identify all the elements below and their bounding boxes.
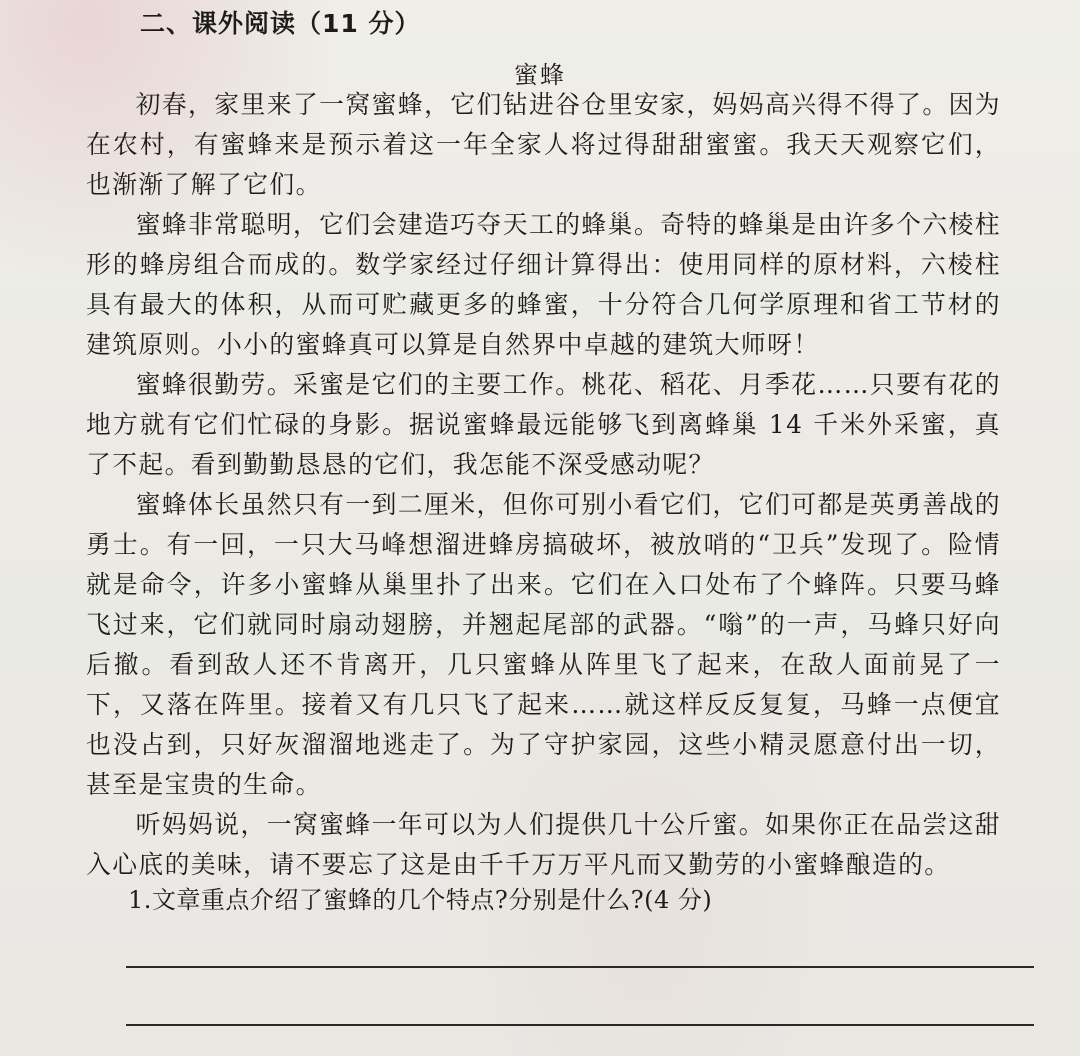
question-1: 1.文章重点介绍了蜜蜂的几个特点?分别是什么?(4 分) [128,886,713,914]
article-paragraph-4: 蜜蜂体长虽然只有一到二厘米，但你可别小看它们，它们可都是英勇善战的勇士。有一回，一只大马峰想溜进蜂房搞破坏，被放哨的“卫兵”发现了。险情就是命令，许多小蜜蜂从巢里扑了出来。它们在入口处布了个蜂阵。只要马蜂飞过来，它们就同时扇动翅膀，并翘起尾部的武器。“嗡”的一声，马蜂只好向后撤。看到敌人还不肯离开，几只蜜蜂从阵里飞了起来，在敌人面前晃了一下，又落在阵里。接着又有几只飞了起来……就这样反反复复，马蜂一点便宜也没占到，只好灰溜溜地逃走了。为了守护家园，这些小精灵愿意付出一切，甚至是宝贵的生命。 [86,490,1001,799]
article-paragraph-2: 蜜蜂非常聪明，它们会建造巧夺天工的蜂巢。奇特的蜂巢是由许多个六棱柱形的蜂房组合而成的。数学家经过仔细计算得出：使用同样的原材料，六棱柱具有最大的体积，从而可贮藏更多的蜂蜜，十分符合几何学原理和省工节材的建筑原则。小小的蜜蜂真可以算是自然界中卓越的建筑大师呀！ [86,210,1001,359]
answer-line-1[interactable] [126,966,1034,968]
article-body [86,85,1001,885]
section-title: 二、课外阅读（11 分） [140,9,421,38]
article-paragraph-1: 初春，家里来了一窝蜜蜂，它们钻进谷仓里安家，妈妈高兴得不得了。因为在农村，有蜜蜂来是预示着这一年全家人将过得甜甜蜜蜜。我天天观察它们，也渐渐了解了它们。 [86,90,1001,199]
article-title: 蜜蜂 [514,61,566,89]
answer-line-2[interactable] [126,1024,1034,1026]
article-paragraph-3: 蜜蜂很勤劳。采蜜是它们的主要工作。桃花、稻花、月季花……只要有花的地方就有它们忙碌的身影。据说蜜蜂最远能够飞到离蜂巢 14 千米外采蜜，真了不起。看到勤勤恳恳的它们，我怎能不深受感动呢？ [86,370,1001,479]
article-paragraph-5: 听妈妈说，一窝蜜蜂一年可以为人们提供几十公斤蜜。如果你正在品尝这甜入心底的美味，请不要忘了这是由千千万万平凡而又勤劳的小蜜蜂酿造的。 [86,810,1001,879]
